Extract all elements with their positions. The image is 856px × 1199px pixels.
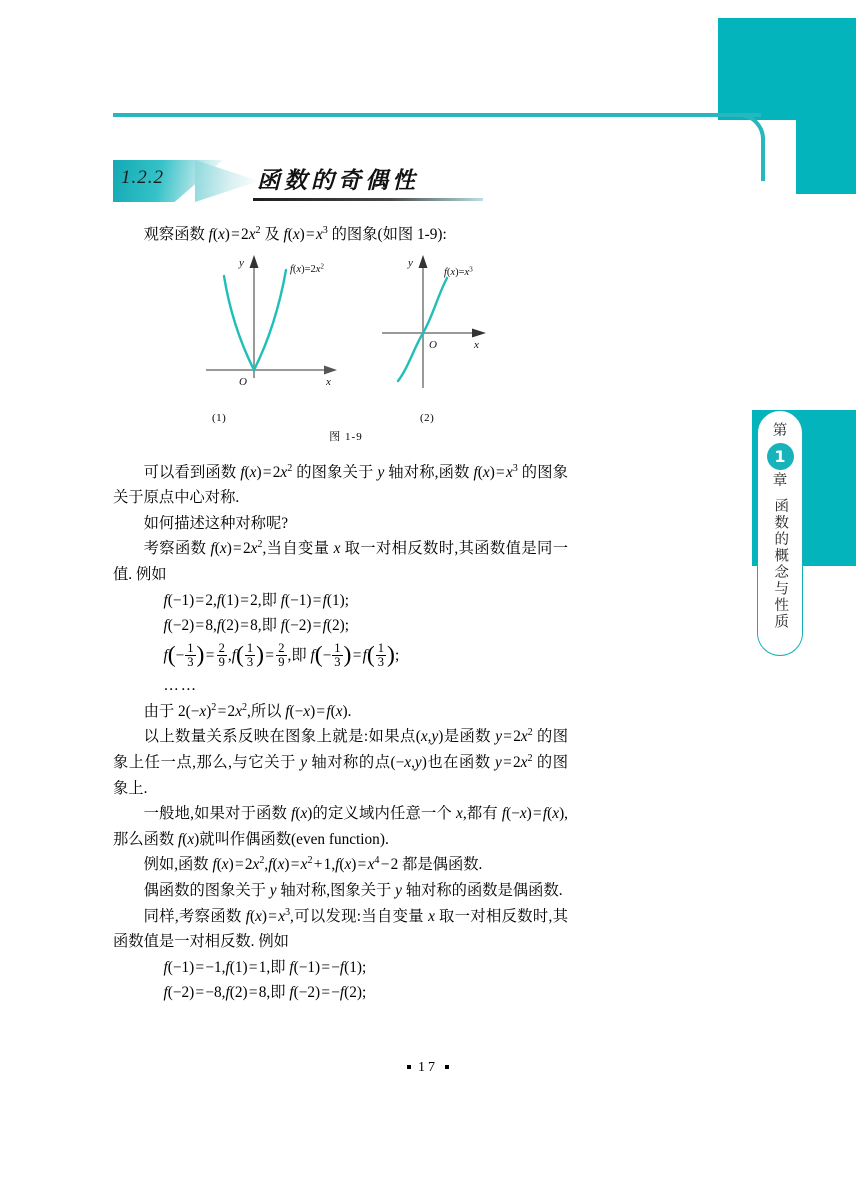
graph-cubic [382, 255, 486, 388]
figure-sublabel-2: (2) [420, 412, 435, 424]
chapter-number-badge: 1 [767, 443, 794, 470]
graph-parabola [206, 255, 337, 388]
page-number [0, 1060, 856, 1076]
header-rule-descender [761, 145, 765, 181]
equation-4: f(−1) = −1,f(1) = 1,即 f(−1) = −f(1); [163, 958, 367, 976]
even-function-en: even function [296, 830, 380, 848]
section-title-underline [253, 198, 483, 201]
section-number: 1.2.2 [121, 167, 164, 188]
equation-5: f(−2) = −8,f(2) = 8,即 f(−2) = −f(2); [163, 984, 367, 1002]
section-arrow-tip [195, 160, 259, 202]
paragraph-7: 例如,函数 f(x) = $2x^2,f(x)$ = $x^2$ + 1,f(x) = $x^4$ − 2 都是偶函数. [143, 855, 483, 874]
page-title: 函数的奇偶性 [257, 168, 419, 194]
svg-text:y: y [239, 257, 244, 269]
svg-text:f(x)=2x2: $f(x)=2x^2$ [290, 262, 324, 275]
svg-text:x: x [474, 339, 479, 351]
figure-svg [186, 248, 506, 423]
paragraph-8: 偶函数的图象关于 y 轴对称,图象关于 y 轴对称的函数是偶函数. [143, 881, 563, 899]
equation-1: f(−1) = 2,f(1) = 2,即 f(−1) = f(1); [163, 591, 349, 609]
svg-text:O: O [239, 376, 247, 388]
paragraph-intro: 观察函数 f(x) = $2x^2$ 及 f(x) = $x^3$ 的图象(如图 1-9): [143, 224, 447, 243]
paragraph-1: 可以看到函数 f(x) = $2x^2$ 的图象关于 y 轴对称,函数 f(x) = $x^3$ 的图象关于原点中心对称. [113, 462, 569, 507]
header-rule [113, 113, 761, 117]
chapter-name-label: 函数的概念与性质 [772, 498, 789, 630]
equation-ellipsis: …… [163, 677, 199, 695]
svg-text:x: x [326, 376, 331, 388]
equation-3: f(− $\frac{1}{3}$ ) = $\frac{2}{9}$ ,f( $\frac{1}{3}$ ) = $\frac{2}{9}$ ,即 f(− $\frac{1}{3}$ ) = f( $\frac{1}{3}$ ); [163, 640, 400, 669]
chapter-tab[interactable] [757, 410, 803, 656]
paragraph-2: 如何描述这种对称呢? [143, 514, 289, 532]
paragraph-6: 一般地,如果对于函数 f(x)的定义域内任意一个 x,都有 f(−x) = f(x),那么函数 f(x)就叫作偶函数(even function). [113, 805, 568, 848]
paragraph-4: 由于 $2(-x)^2$ = $2x^2$,所以 f(−x) = f(x). [143, 701, 352, 720]
square-bullet-right-icon [445, 1065, 449, 1069]
figure-sublabel-1: (1) [212, 412, 227, 424]
svg-text:f(x)=x3: $f(x)=x^3$ [444, 265, 473, 278]
figure-1-9 [186, 248, 506, 438]
paragraph-5: 以上数量关系反映在图象上就是:如果点(x,y)是函数 y = $2x^2$ 的图象上任一点,那么,与它关于 y 轴对称的点(−x,y)也在函数 y = $2x^2$ 的图象上. [113, 727, 569, 797]
equation-2: f(−2) = 8,f(2) = 8,即 f(−2) = f(2); [163, 617, 349, 635]
svg-text:O: O [429, 339, 437, 351]
chapter-prefix-label: 第 [772, 423, 788, 439]
chapter-suffix-label: 章 [772, 473, 788, 489]
header-corner-notch [718, 18, 796, 120]
svg-text:y: y [408, 257, 413, 269]
paragraph-9: 同样,考察函数 f(x) = $x^3$,可以发现:当自变量 x 取一对相反数时,其函数值是一对相反数. 例如 [113, 906, 568, 951]
page-number-value: 17 [418, 1060, 438, 1075]
section-heading [113, 158, 533, 208]
square-bullet-left-icon [407, 1065, 411, 1069]
paragraph-3: 考察函数 f(x) = $2x^2$,当自变量 x 取一对相反数时,其函数值是同一值. 例如 [113, 539, 568, 583]
figure-caption: 图 1-9 [329, 431, 363, 443]
